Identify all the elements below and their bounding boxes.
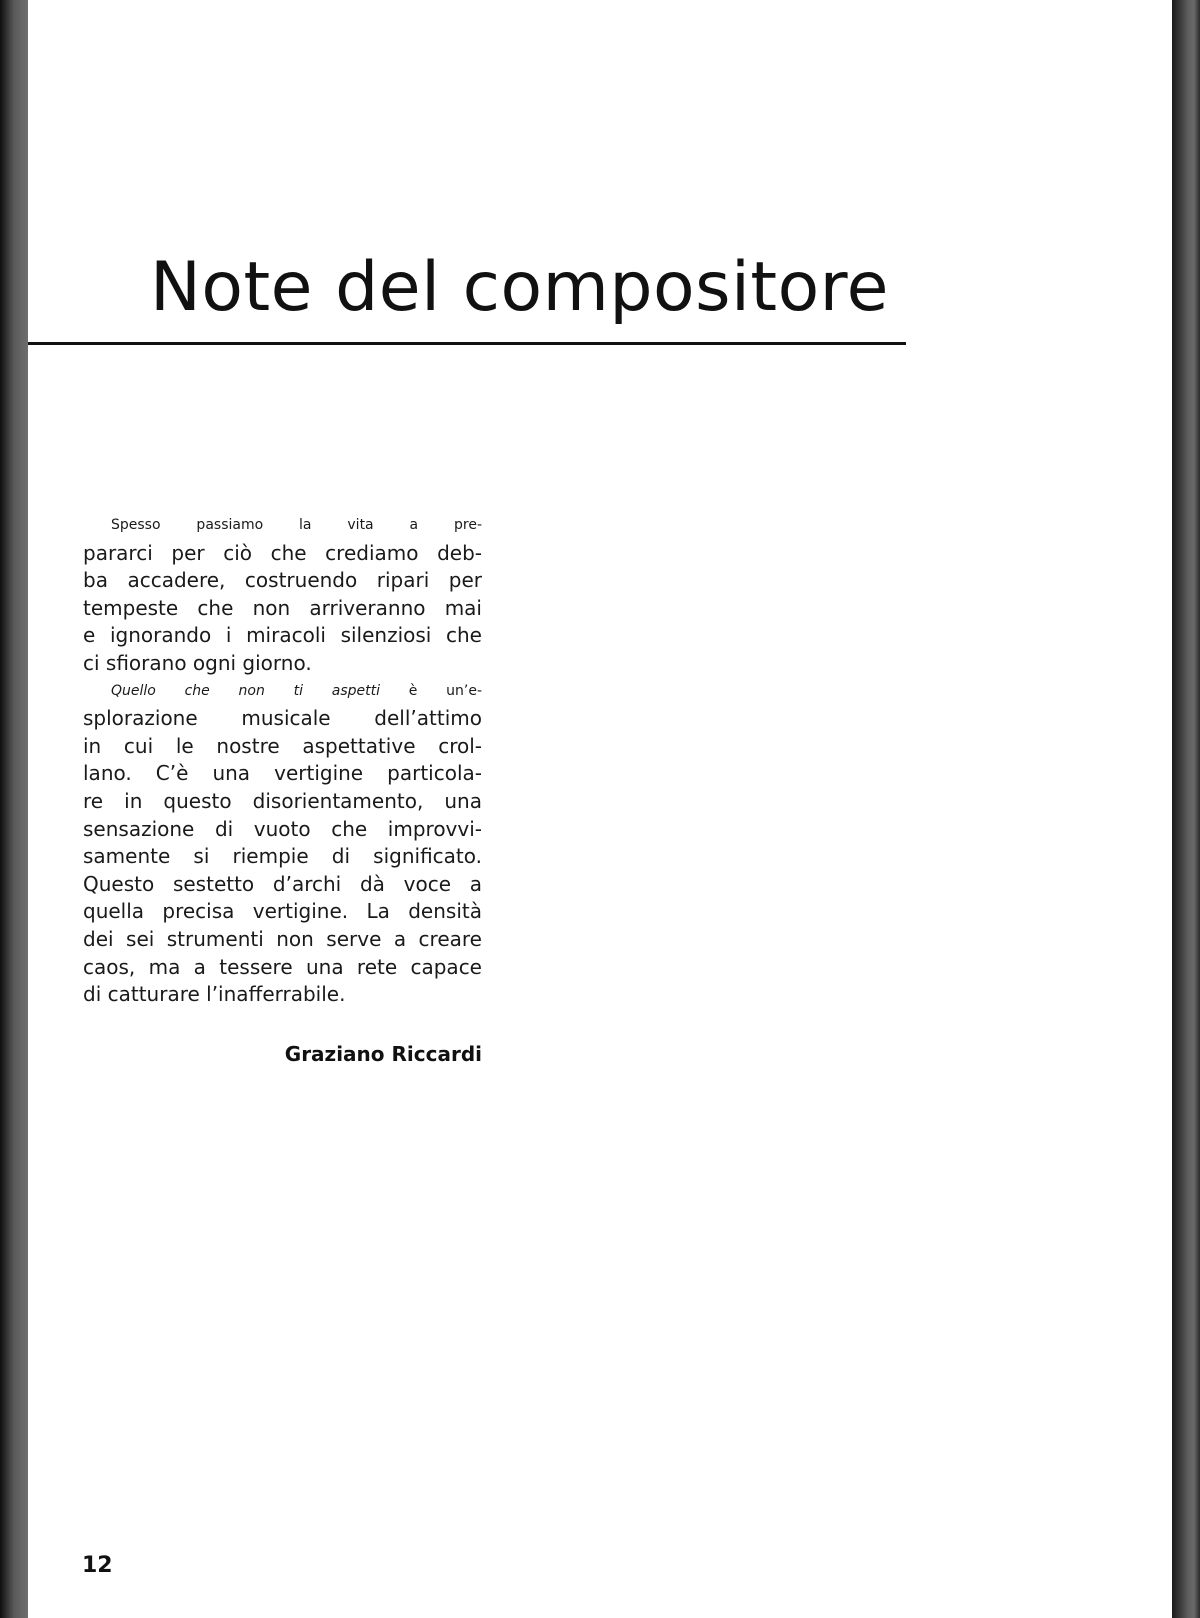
text-line: re in questo disorientamento, una (83, 788, 482, 813)
text-line: di catturare l’inafferrabile. (83, 982, 346, 1007)
text-line: lano. C’è una vertigine particola- (83, 761, 482, 786)
title-divider (28, 342, 906, 345)
text-line: caos, ma a tessere una rete capace (83, 954, 482, 979)
text-line: sensazione di vuoto che improvvi- (83, 816, 482, 841)
text-line: dei sei strumenti non serve a creare (83, 926, 482, 951)
text-line: in cui le nostre aspettative crol- (83, 733, 482, 758)
document-page (28, 0, 1172, 1618)
text-line: ci sfiorano ogni giorno. (83, 650, 312, 675)
page-title: Note del compositore (150, 248, 889, 327)
paragraph-1 (83, 512, 482, 678)
viewer-right-edge (1172, 0, 1200, 1618)
text-line: e ignorando i miracoli silenziosi che (83, 623, 482, 648)
page-number: 12 (82, 1553, 113, 1578)
text-line: ba accadere, costruendo ripari per (83, 568, 482, 593)
text-line: quella precisa vertigine. La densità (83, 899, 482, 924)
author-signature: Graziano Riccardi (284, 1042, 482, 1066)
text-line: Spesso passiamo la vita a pre- (111, 517, 482, 533)
text-line: splorazione musicale dell’attimo (83, 706, 482, 731)
text-line: Questo sestetto d’archi dà voce a (83, 871, 482, 896)
text-line (83, 678, 482, 706)
text-fragment: è un’e- (380, 682, 482, 699)
work-title: Quello che non ti aspetti (111, 682, 380, 699)
body-text (83, 512, 482, 1009)
text-line: tempeste che non arriveranno mai (83, 595, 482, 620)
text-line: samente si riempie di significato. (83, 844, 482, 869)
text-line: pararci per ciò che crediamo deb- (83, 540, 482, 565)
paragraph-2 (83, 678, 482, 1009)
